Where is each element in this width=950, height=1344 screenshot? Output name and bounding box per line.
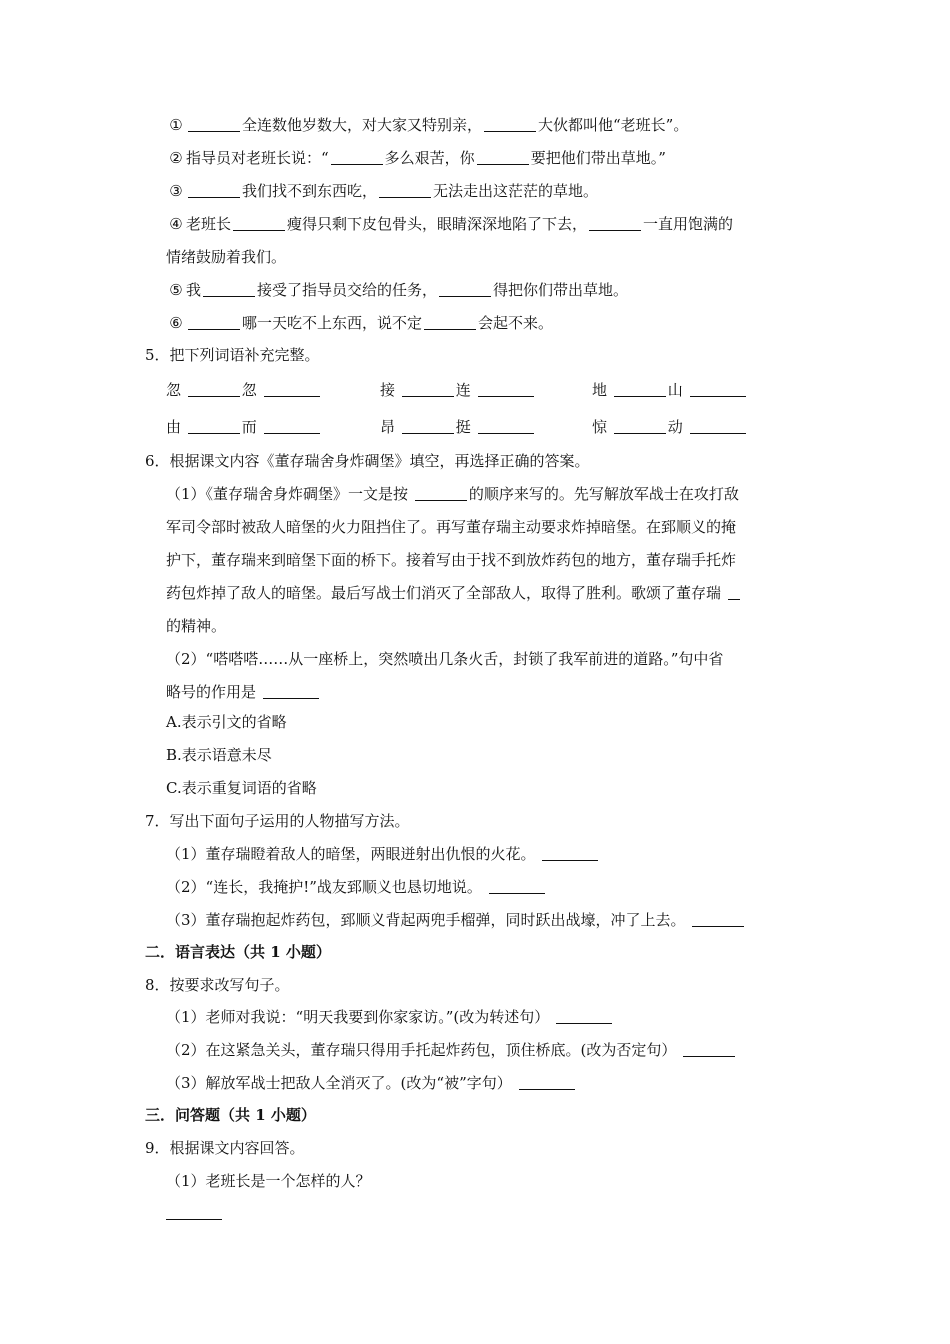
q4-item-4: ④ 老班长 瘦得只剩下皮包骨头，眼睛深深地陷了下去， 一直用饱满的: [169, 215, 734, 233]
q6-p1-line5: 的精神。: [166, 617, 227, 635]
q6-option-a[interactable]: A.表示引文的省略: [166, 713, 287, 731]
blank[interactable]: [556, 1008, 612, 1024]
q8-prompt: 8．按要求改写句子。: [145, 976, 290, 994]
blank[interactable]: [439, 281, 491, 297]
section-3-heading: 三．问答题（共 1 小题）: [145, 1106, 316, 1124]
q6-p1-line3: 护下，董存瑞来到暗堡下面的桥下。接着写由于找不到放炸药包的地方，董存瑞手托炸: [166, 551, 737, 569]
q6-option-c[interactable]: C.表示重复词语的省略: [166, 779, 317, 797]
q4-item-4-cont: 情绪鼓励着我们。: [166, 248, 287, 266]
q6-p2-line2: 略号的作用是: [166, 681, 321, 703]
blank[interactable]: [166, 1204, 222, 1220]
blank[interactable]: [477, 149, 529, 165]
blank[interactable]: [478, 418, 534, 434]
q6-p1-line2: 军司令部时被敌人暗堡的火力阻挡住了。再写董存瑞主动要求炸掉暗堡。在郅顺义的掩: [166, 518, 737, 536]
blank[interactable]: [484, 116, 536, 132]
q6-p1-line1: （1）《董存瑞舍身炸碉堡》一文是按 的顺序来写的。先写解放军战士在攻打敌: [166, 485, 739, 503]
q6-p2-line1: （2）“嗒嗒嗒……从一座桥上，突然喷出几条火舌，封锁了我军前进的道路。”句中省: [166, 650, 724, 668]
blank[interactable]: [614, 418, 666, 434]
blank[interactable]: [188, 314, 240, 330]
blank[interactable]: [692, 911, 744, 927]
blank[interactable]: [402, 381, 454, 397]
q4-item-2: ② 指导员对老班长说：“ 多么艰苦，你 要把他们带出草地。”: [169, 149, 666, 167]
blank[interactable]: [188, 381, 240, 397]
blank[interactable]: [690, 418, 746, 434]
blank[interactable]: [542, 845, 598, 861]
blank[interactable]: [690, 381, 746, 397]
q8-sentence-3: （3）解放军战士把敌人全消灭了。(改为“被”字句）: [166, 1072, 577, 1094]
blank[interactable]: [264, 381, 320, 397]
q4-item-3: ③ 我们找不到东西吃， 无法走出这茫茫的草地。: [169, 182, 599, 200]
blank[interactable]: [263, 683, 319, 699]
worksheet-page: ① 全连数他岁数大，对大家又特别亲， 大伙都叫他“老班长”。 ② 指导员对老班长说：“ 多么艰苦，你 要把他们带出草地。” ③ 我们找不到东西吃， 无法走出这茫茫的草地。 ④ 老班长 瘦得只剩下皮包骨头，眼睛深深地陷了下去， 一直用饱满的 情绪鼓励着我们。 ⑤ 我 接受了指导员交给的任务， 得把你们带出草地。 ⑥ 哪一天吃不上东西，说不定 会起不来。 5．把下列词语补充完整。 忽 忽 接 连 地 山 由 而 昂 挺 惊 动 6．根据课文内容《董存瑞舍身炸碉堡》填空，再选择正确的答案。 （1）《董存瑞舍身炸碉堡》一文是按 的顺序来写的。先写解放军战士在攻打敌 军司令部时被敌人暗堡的火力阻挡住了。再写董存瑞主动要求炸掉暗堡。在郅顺义的掩 护下，董存瑞来到暗堡下面的桥下。接着写由于找不到放炸药包的地方，董存瑞手托炸 药包炸掉了敌人的暗堡。最后写战士们消灭了全部敌人，取得了胜利。歌颂了董存瑞 的精神。 （2）“嗒嗒嗒……从一座桥上，突然喷出几条火舌，封锁了我军前进的道路。”句中省 略号的作用是 A.表示引文的省略 B.表示语意未尽 C.表示重复词语的省略 7．写出下面句子运用的人物描写方法。 （1）董存瑞瞪着敌人的暗堡，两眼迸射出仇恨的火花。 （2）“连长，我掩护!”战友郅顺义也恳切地说。 （3）董存瑞抱起炸药包，郅顺义背起两兜手榴弹，同时跃出战壕，冲了上去。 二．语言表达（共 1 小题） 8．按要求改写句子。 （1）老师对我说：“明天我要到你家家访。”(改为转述句） （2）在这紧急关头，董存瑞只得用手托起炸药包，顶住桥底。(改为否定句） （3）解放军战士把敌人全消灭了。(改为“被”字句） 三．问答题（共 1 小题） 9．根据课文内容回答。 （1）老班长是一个怎样的人？: [0, 0, 950, 1344]
blank[interactable]: [614, 381, 666, 397]
q7-sentence-3: （3）董存瑞抱起炸药包，郅顺义背起两兜手榴弹，同时跃出战壕，冲了上去。: [166, 909, 746, 931]
blank[interactable]: [188, 116, 240, 132]
blank[interactable]: [233, 215, 285, 231]
blank[interactable]: [203, 281, 255, 297]
blank[interactable]: [402, 418, 454, 434]
q9-answer-line: [164, 1202, 224, 1224]
blank[interactable]: [331, 149, 383, 165]
blank[interactable]: [728, 584, 740, 600]
blank[interactable]: [424, 314, 476, 330]
blank[interactable]: [478, 381, 534, 397]
q4-item-6: ⑥ 哪一天吃不上东西，说不定 会起不来。: [169, 314, 554, 332]
q7-prompt: 7．写出下面句子运用的人物描写方法。: [145, 812, 410, 830]
q6-prompt: 6．根据课文内容《董存瑞舍身炸碉堡》填空，再选择正确的答案。: [145, 452, 590, 470]
q9-prompt: 9．根据课文内容回答。: [145, 1139, 305, 1157]
blank[interactable]: [415, 485, 467, 501]
blank[interactable]: [379, 182, 431, 198]
section-2-heading: 二．语言表达（共 1 小题）: [145, 943, 331, 961]
q7-sentence-1: （1）董存瑞瞪着敌人的暗堡，两眼迸射出仇恨的火花。: [166, 843, 600, 865]
q9-sentence-1: （1）老班长是一个怎样的人？: [166, 1172, 371, 1190]
q6-option-b[interactable]: B.表示语意未尽: [166, 746, 272, 764]
blank[interactable]: [519, 1074, 575, 1090]
q7-sentence-2: （2）“连长，我掩护!”战友郅顺义也恳切地说。: [166, 876, 547, 898]
q4-item-5: ⑤ 我 接受了指导员交给的任务， 得把你们带出草地。: [169, 281, 629, 299]
blank[interactable]: [489, 878, 545, 894]
blank[interactable]: [188, 418, 240, 434]
q8-sentence-2: （2）在这紧急关头，董存瑞只得用手托起炸药包，顶住桥底。(改为否定句）: [166, 1039, 737, 1061]
q8-sentence-1: （1）老师对我说：“明天我要到你家家访。”(改为转述句）: [166, 1006, 614, 1028]
q6-p1-line4: 药包炸掉了敌人的暗堡。最后写战士们消灭了全部敌人，取得了胜利。歌颂了董存瑞: [166, 582, 742, 604]
blank[interactable]: [188, 182, 240, 198]
q4-item-1: ① 全连数他岁数大，对大家又特别亲， 大伙都叫他“老班长”。: [169, 116, 689, 134]
blank[interactable]: [683, 1041, 735, 1057]
blank[interactable]: [264, 418, 320, 434]
blank[interactable]: [589, 215, 641, 231]
q5-prompt: 5．把下列词语补充完整。: [145, 346, 320, 364]
